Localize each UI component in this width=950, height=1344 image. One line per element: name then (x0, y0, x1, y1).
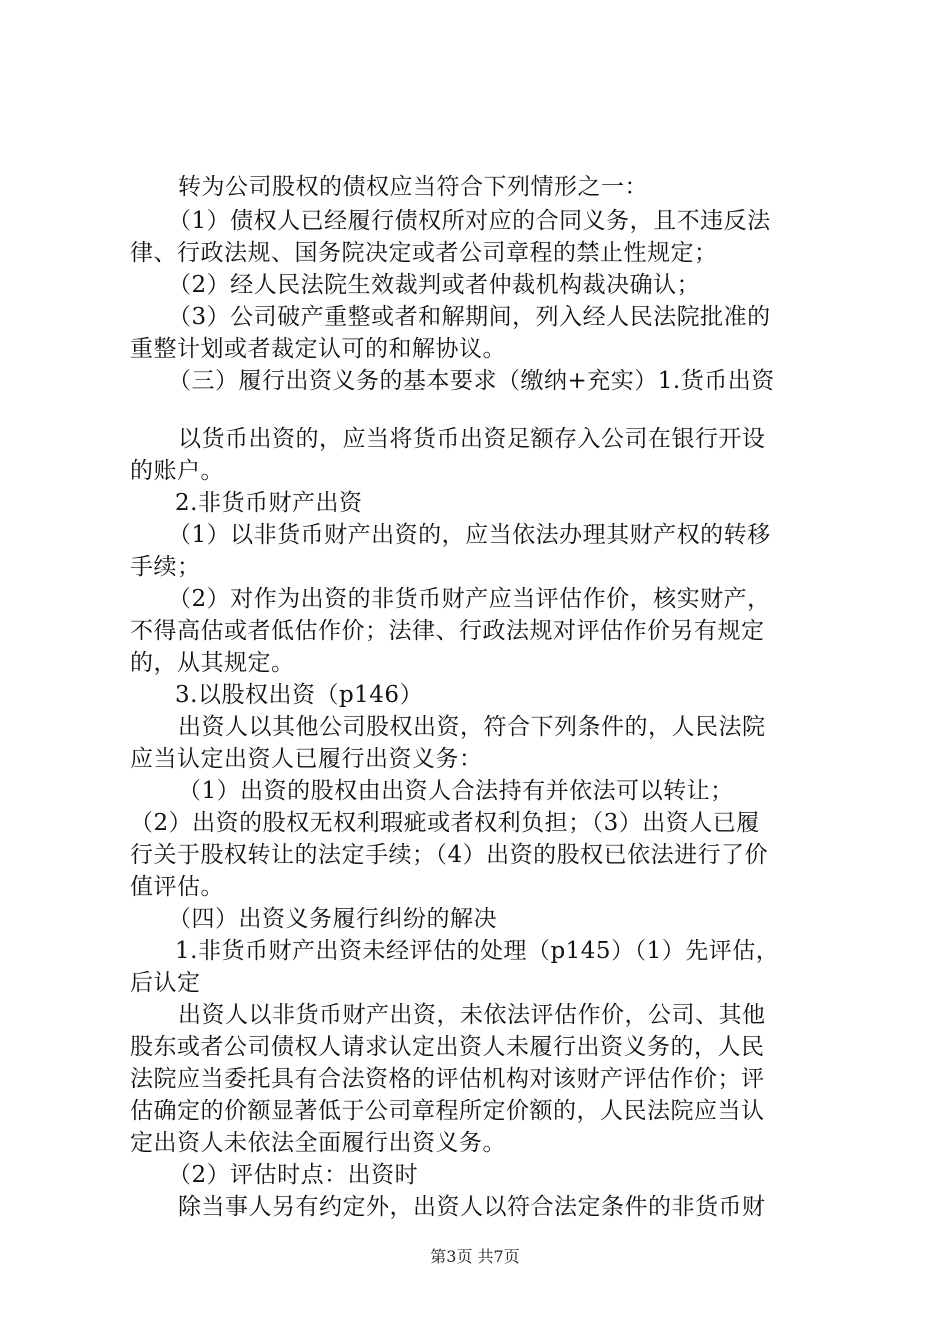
text-line: 出资人以其他公司股权出资，符合下列条件的，人民法院 (178, 714, 766, 740)
text-line: 转为公司股权的债权应当符合下列情形之一： (178, 174, 648, 200)
text-line: （2）对作为出资的非货币财产应当评估作价，核实财产， (168, 586, 771, 612)
text-line: 手续； (130, 554, 201, 580)
text-line: 出资人以非货币财产出资，未依法评估作价，公司、其他 (178, 1002, 766, 1028)
text-line: （2）出资的股权无权利瑕疵或者权利负担；（3）出资人已履 (130, 810, 760, 836)
text-line: 行关于股权转让的法定手续；（4）出资的股权已依法进行了价 (130, 842, 769, 868)
subheading: 1.非货币财产出资未经评估的处理（p145）（1）先评估， (175, 938, 780, 964)
text-line: 法院应当委托具有合法资格的评估机构对该财产评估作价；评 (130, 1066, 765, 1092)
text-line: （1）以非货币财产出资的，应当依法办理其财产权的转移 (168, 522, 771, 548)
text-line: 的账户。 (130, 458, 224, 484)
text-line: 值评估。 (130, 874, 224, 900)
text-line: （1）出资的股权由出资人合法持有并依法可以转让； (178, 778, 734, 804)
text-line: 的，从其规定。 (130, 650, 295, 676)
text-line: （1）债权人已经履行债权所对应的合同义务，且不违反法 (168, 208, 771, 234)
text-line: （2）经人民法院生效裁判或者仲裁机构裁决确认； (168, 272, 701, 298)
text-line: 估确定的价额显著低于公司章程所定价额的，人民法院应当认 (130, 1098, 765, 1124)
text-line: （2）评估时点：出资时 (168, 1162, 419, 1188)
text-line: 股东或者公司债权人请求认定出资人未履行出资义务的，人民 (130, 1034, 765, 1060)
text-line: 定出资人未依法全面履行出资义务。 (130, 1130, 506, 1156)
text-line: 重整计划或者裁定认可的和解协议。 (130, 336, 506, 362)
page-number: 第3页 共7页 (430, 1247, 520, 1266)
section-heading: （三）履行出资义务的基本要求（缴纳+充实）1.货币出资 (168, 368, 775, 394)
subheading: 3.以股权出资（p146） (175, 682, 424, 708)
text-line: 后认定 (130, 970, 201, 996)
text-line: （3）公司破产重整或者和解期间，列入经人民法院批准的 (168, 304, 771, 330)
text-line: 以货币出资的，应当将货币出资足额存入公司在银行开设 (178, 426, 766, 452)
text-line: 不得高估或者低估作价；法律、行政法规对评估作价另有规定 (130, 618, 765, 644)
text-line: 应当认定出资人已履行出资义务： (130, 746, 483, 772)
section-heading: （四）出资义务履行纠纷的解决 (168, 906, 497, 932)
text-line: 除当事人另有约定外，出资人以符合法定条件的非货币财 (178, 1194, 766, 1220)
text-line: 律、行政法规、国务院决定或者公司章程的禁止性规定； (130, 240, 718, 266)
subheading: 2.非货币财产出资 (175, 490, 363, 516)
